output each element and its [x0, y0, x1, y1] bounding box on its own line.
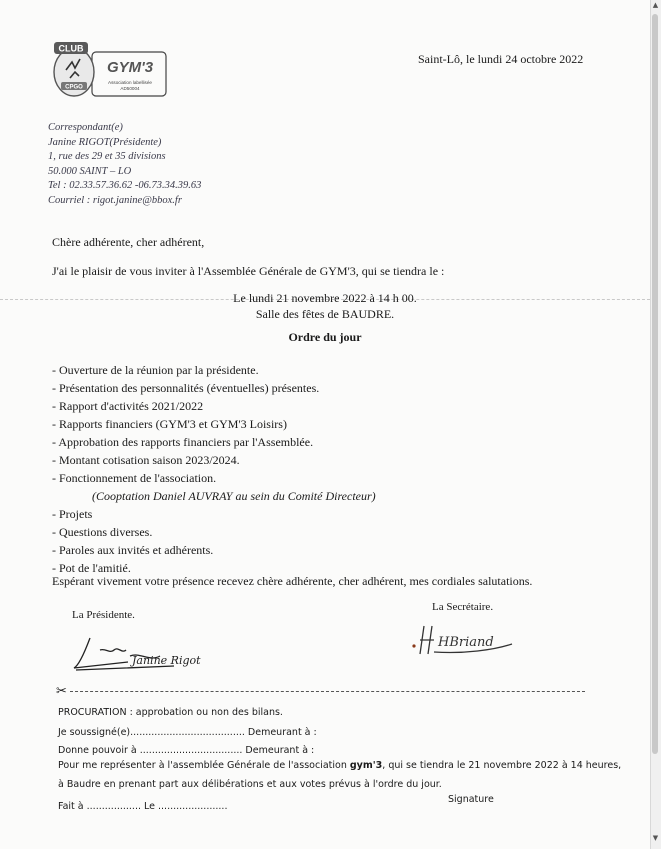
agenda-item: - Rapport d'activités 2021/2022 [52, 399, 204, 413]
agenda-subitem: (Cooptation Daniel AUVRAY au sein du Comité Directeur) [92, 489, 376, 503]
logo-tagline-2: AD50004 [120, 86, 140, 91]
scrollbar-thumb[interactable] [652, 14, 658, 754]
letter-date: Saint-Lô, le lundi 24 octobre 2022 [418, 52, 584, 66]
secretary-signature-text: HBriand [438, 635, 494, 650]
secretary-label: La Secrétaire. [432, 601, 494, 613]
proxy-undersigned: Je soussigné(e)...................................... Demeurant à : [58, 727, 317, 738]
proxy-power-given: Donne pouvoir à .................................. Demeurant à : [58, 745, 315, 756]
secretary-signature [408, 622, 518, 662]
agenda-item: - Pot de l'amitié. [52, 561, 131, 575]
proxy-title: PROCURATION : approbation ou non des bilans. [58, 707, 283, 718]
agenda-item: - Projets [52, 507, 93, 521]
greeting: Chère adhérente, cher adhérent, [52, 235, 205, 249]
correspondent-address-2: 50.000 SAINT – LO [48, 165, 132, 177]
event-place: Salle des fêtes de BAUDRE. [255, 307, 395, 321]
agenda-item: - Questions diverses. [52, 525, 153, 539]
proxy-representation-post: , qui se tiendra le 21 novembre 2022 à 14 heures, [382, 760, 622, 771]
agenda-title: Ordre du jour [288, 330, 362, 344]
agenda-item: - Présentation des personnalités (éventuelles) présentes. [52, 381, 320, 395]
proxy-association-name: gym'3 [349, 760, 383, 771]
agenda-list [52, 361, 376, 577]
logo-tagline-1: Association labellisée [108, 80, 152, 85]
scroll-down-icon[interactable]: ▼ [652, 834, 659, 842]
president-signature [70, 632, 201, 676]
correspondent-address-1: 1, rue des 29 et 35 divisions [48, 151, 166, 162]
correspondent-name: Janine RIGOT(Présidente) [48, 136, 162, 148]
agenda-item: - Ouverture de la réunion par la présidente. [52, 363, 259, 377]
agenda-item: - Paroles aux invités et adhérents. [52, 543, 214, 557]
scroll-up-icon[interactable]: ▲ [652, 1, 659, 9]
correspondent-block [48, 121, 201, 208]
proxy-place-date: Fait à .................. Le ....................... [58, 801, 228, 812]
event-date: Le lundi 21 novembre 2022 à 14 h 00. [233, 291, 417, 305]
proxy-representation-pre: Pour me représenter à l'assemblée Générale de l'association [58, 760, 350, 771]
agenda-item: - Fonctionnement de l'association. [52, 471, 217, 485]
invitation-text: J'ai le plaisir de vous inviter à l'Assemblée Générale de GYM'3, qui se tiendra le : [52, 264, 445, 278]
gym3-club-logo [52, 42, 168, 100]
correspondent-phone: Tel : 02.33.57.36.62 -06.73.34.39.63 [48, 180, 202, 191]
proxy-representation [58, 760, 621, 771]
agenda-item: - Rapports financiers (GYM'3 et GYM'3 Loisirs) [52, 417, 287, 431]
proxy-deliberations: à Baudre en prenant part aux délibérations et aux votes prévus à l'ordre du jour. [58, 779, 442, 790]
logo-badge-text: CPGO [65, 84, 83, 91]
president-label: La Présidente. [72, 609, 135, 621]
agenda-item: - Approbation des rapports financiers par l'Assemblée. [52, 435, 314, 449]
agenda-item: - Montant cotisation saison 2023/2024. [52, 453, 240, 467]
cut-line [70, 691, 585, 692]
logo-club-label: CLUB [58, 43, 84, 54]
correspondent-title: Correspondant(e) [48, 122, 123, 133]
scissors-icon: ✂ [56, 684, 67, 699]
logo-name: GYM'3 [106, 59, 154, 76]
closing-text: Espérant vivement votre présence recevez chère adhérente, cher adhérent, mes cordiales salutations. [52, 574, 533, 588]
correspondent-email: Courriel : rigot.janine@bbox.fr [48, 194, 182, 206]
president-signature-text: Janine Rigot [132, 654, 201, 667]
proxy-signature-label: Signature [448, 794, 494, 805]
